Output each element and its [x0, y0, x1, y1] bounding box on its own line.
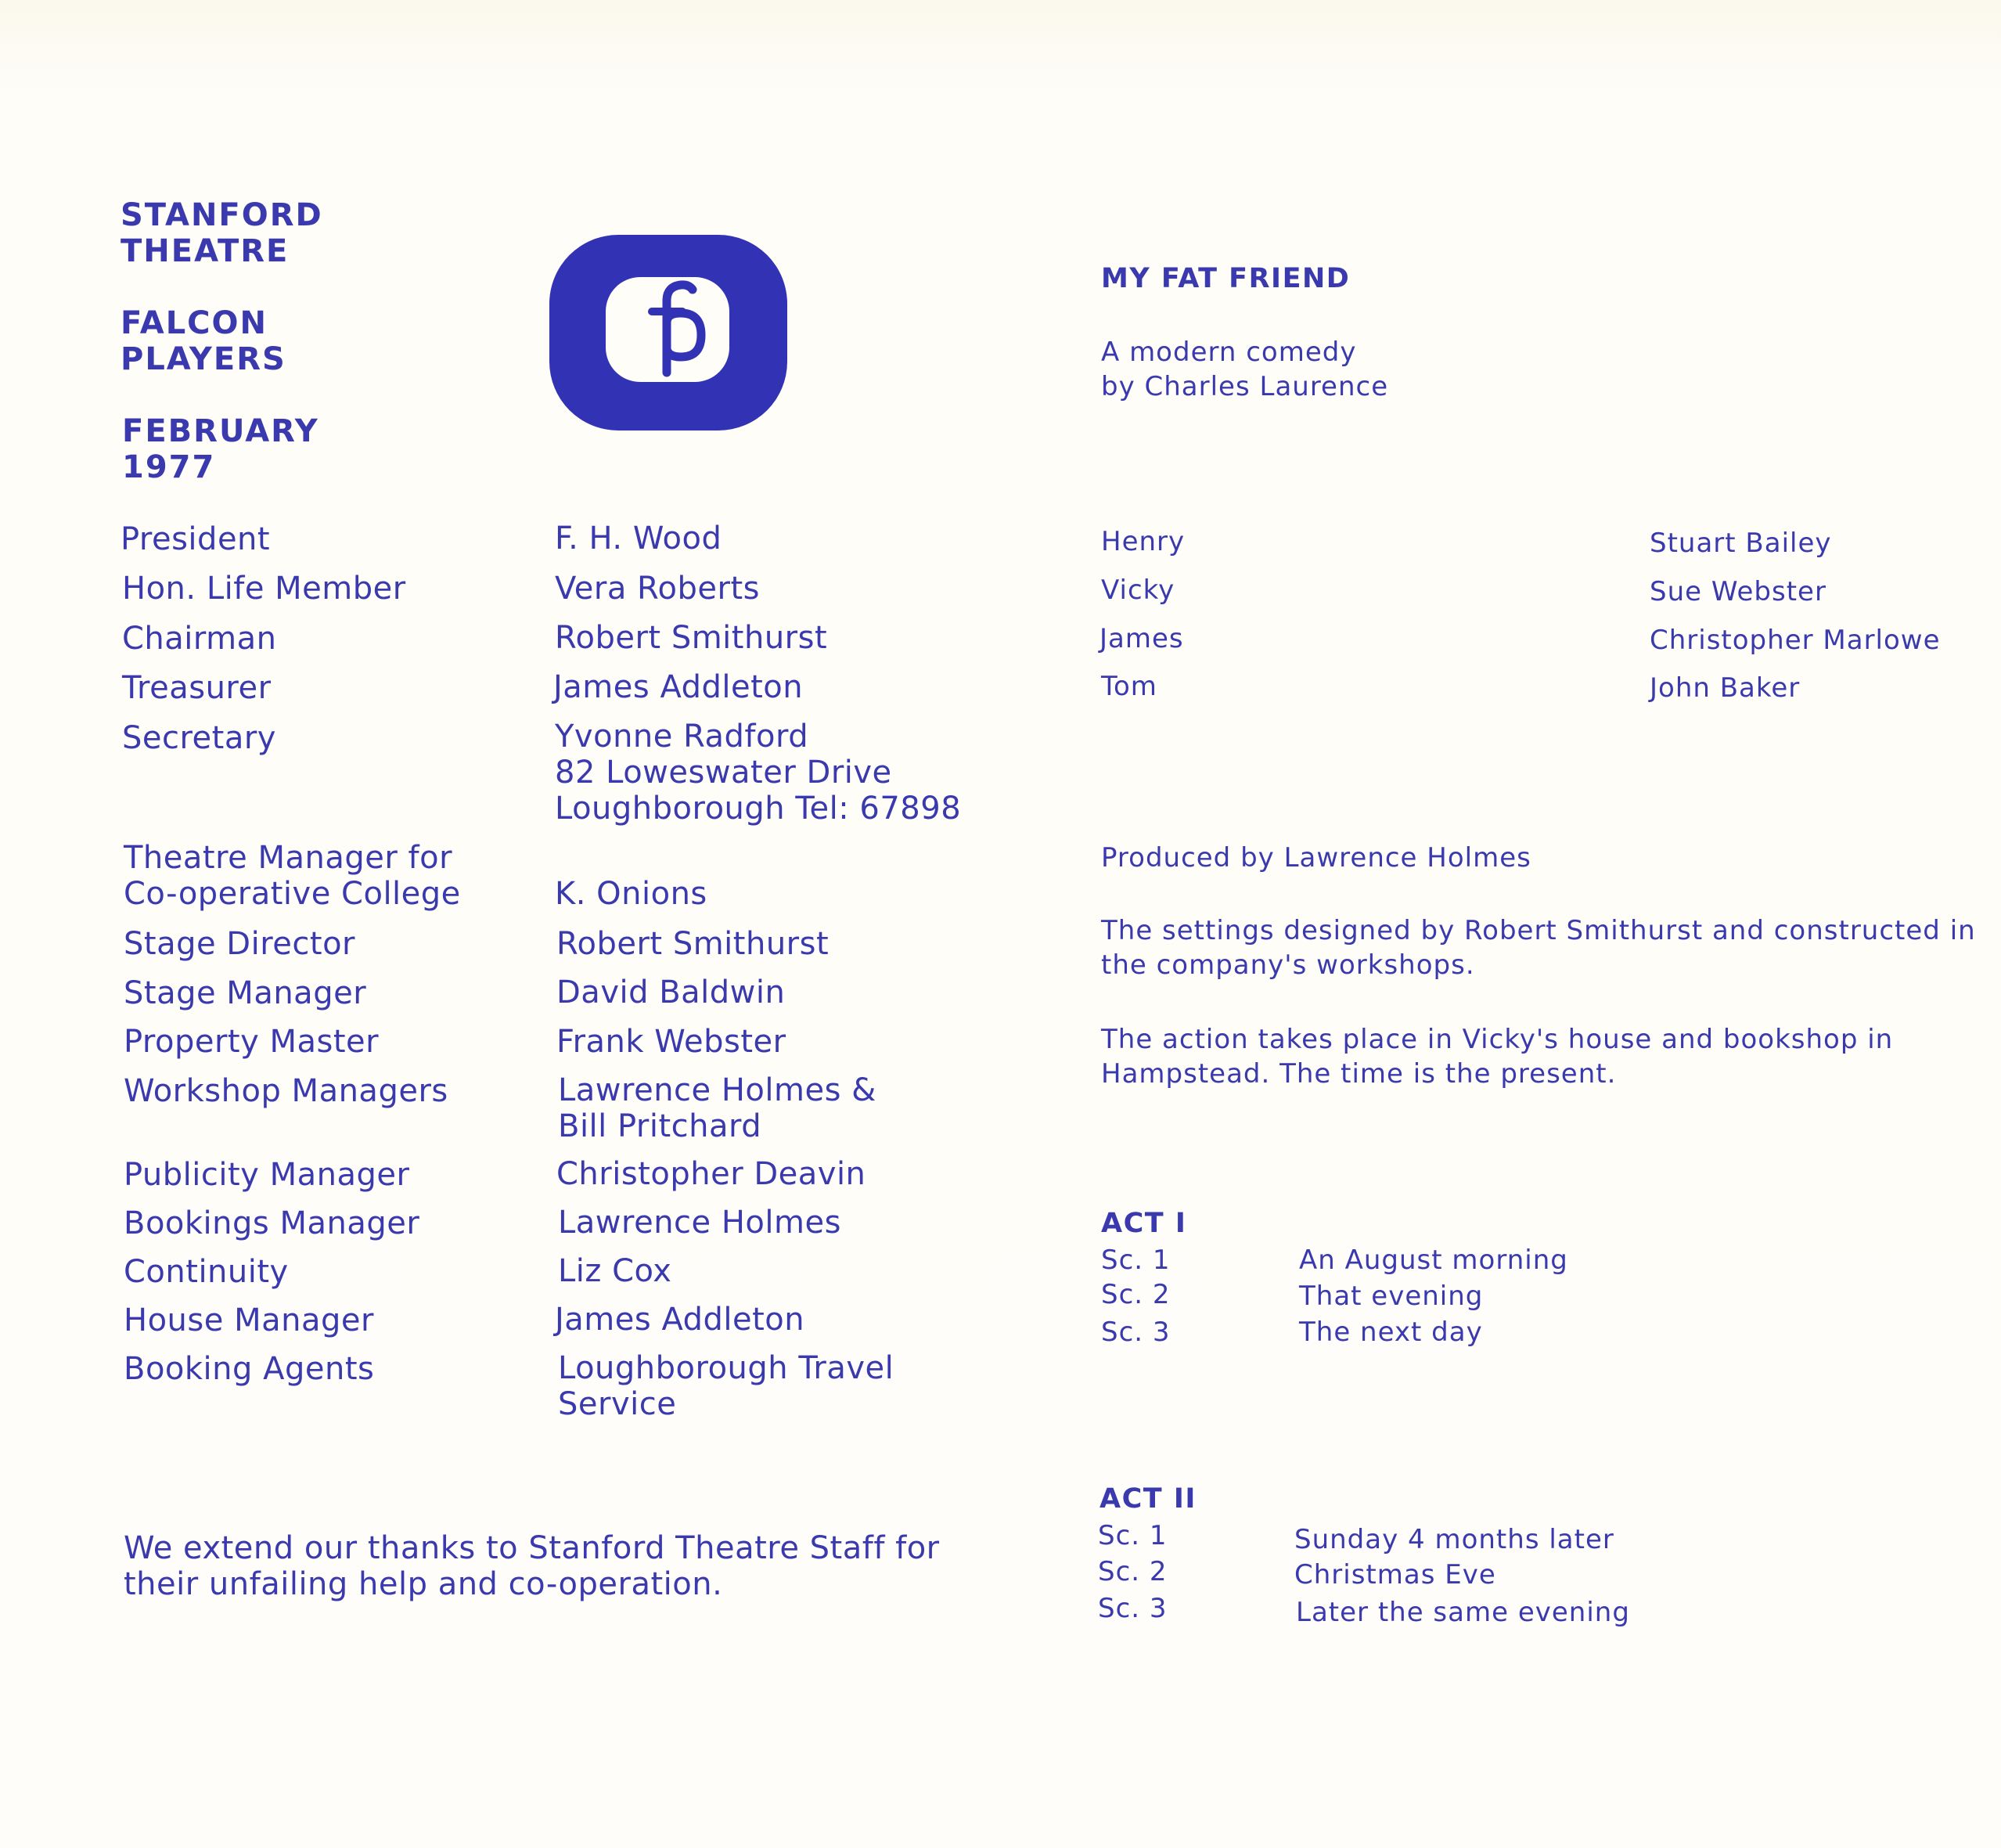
team-role: Workshop Managers [124, 1073, 448, 1109]
cast-actor: John Baker [1650, 672, 1801, 704]
action-note [1101, 1022, 1893, 1091]
act-title: ACT I [1101, 1208, 1187, 1239]
scene-number: Sc. 2 [1098, 1556, 1168, 1587]
falcon-players-logo [549, 235, 787, 430]
team-name-line: Service [558, 1386, 677, 1422]
team-role-line: Theatre Manager for [124, 840, 453, 876]
scene-description: The next day [1299, 1317, 1483, 1348]
thanks-line: their unfailing help and co-operation. [124, 1566, 723, 1602]
scene-number: Sc. 2 [1101, 1279, 1171, 1310]
officer-name: Robert Smithurst [555, 620, 828, 656]
scene-number: Sc. 3 [1098, 1593, 1168, 1624]
team-name-line: Bill Pritchard [558, 1108, 762, 1144]
team-name: David Baldwin [556, 974, 786, 1010]
play-title: MY FAT FRIEND [1101, 263, 1351, 294]
action-line: Hampstead. The time is the present. [1101, 1058, 1617, 1090]
team-role: Bookings Manager [124, 1205, 420, 1241]
team-role: House Manager [124, 1302, 374, 1338]
team-role: Continuity [124, 1254, 289, 1290]
company-line: PLAYERS [121, 341, 286, 377]
date-year: 1977 [122, 449, 216, 485]
settings-line: The settings designed by Robert Smithurst and constructed in [1101, 915, 1976, 946]
settings-line: the company's workshops. [1101, 949, 1475, 981]
scene-description: That evening [1299, 1281, 1484, 1312]
scene-number: Sc. 1 [1101, 1245, 1171, 1276]
team-name-line: Lawrence Holmes & [558, 1072, 876, 1108]
officer-name: Yvonne Radford [555, 719, 809, 755]
secretary-address: Loughborough Tel: 67898 [555, 791, 962, 827]
cast-actor: Christopher Marlowe [1650, 625, 1941, 656]
company-line: FALCON [121, 305, 268, 341]
venue-line: THEATRE [121, 233, 290, 269]
cast-character: James [1099, 623, 1184, 654]
team-name-line: Loughborough Travel [558, 1350, 894, 1386]
team-name: Frank Webster [556, 1024, 786, 1060]
team-role: Stage Director [124, 926, 355, 962]
secretary-details [555, 719, 961, 827]
cast-actor: Stuart Bailey [1650, 528, 1832, 559]
cast-character: Henry [1101, 526, 1186, 557]
team-name [558, 1072, 876, 1144]
officer-role: Secretary [122, 720, 276, 756]
team-name: K. Onions [555, 876, 707, 912]
cast-actor: Sue Webster [1650, 576, 1826, 607]
date-month: FEBRUARY [122, 413, 319, 449]
officer-name: James Addleton [553, 669, 804, 705]
play-subtitle-line: A modern comedy [1101, 337, 1357, 368]
cast-character: Tom [1101, 671, 1157, 702]
scene-description: An August morning [1299, 1245, 1568, 1276]
cast-character: Vicky [1101, 575, 1175, 606]
play-subtitle [1101, 335, 1388, 404]
officer-name: F. H. Wood [555, 521, 722, 557]
team-name: Liz Cox [558, 1253, 672, 1289]
scene-description: Christmas Eve [1294, 1559, 1496, 1590]
officer-role: President [121, 521, 271, 557]
team-role: Property Master [124, 1024, 380, 1060]
scene-description: Later the same evening [1296, 1597, 1630, 1628]
settings-credit [1101, 913, 1976, 982]
scene-number: Sc. 3 [1101, 1317, 1171, 1348]
team-name: Robert Smithurst [556, 926, 830, 962]
team-name [558, 1350, 894, 1422]
officer-role: Treasurer [122, 670, 272, 706]
team-name: Christopher Deavin [556, 1156, 866, 1192]
officer-name: Vera Roberts [555, 571, 760, 607]
officer-role: Chairman [122, 621, 277, 657]
play-subtitle-line: by Charles Laurence [1101, 371, 1389, 402]
team-role-line: Co-operative College [124, 876, 461, 912]
venue-heading [121, 197, 323, 269]
team-role: Booking Agents [124, 1351, 375, 1387]
company-heading [121, 305, 286, 377]
team-name: James Addleton [555, 1302, 805, 1338]
date-heading [122, 413, 319, 485]
act-title: ACT II [1099, 1483, 1197, 1515]
thanks-note [124, 1530, 940, 1602]
officer-role: Hon. Life Member [122, 571, 406, 607]
team-role [124, 840, 461, 912]
scene-number: Sc. 1 [1098, 1520, 1168, 1551]
venue-line: STANFORD [121, 197, 323, 233]
team-role: Publicity Manager [124, 1157, 410, 1193]
team-name: Lawrence Holmes [558, 1205, 841, 1241]
thanks-line: We extend our thanks to Stanford Theatre Staff for [124, 1530, 940, 1566]
action-line: The action takes place in Vicky's house and bookshop in [1101, 1024, 1894, 1055]
secretary-address: 82 Loweswater Drive [555, 755, 892, 791]
fp-monogram-icon [549, 235, 787, 430]
team-role: Stage Manager [124, 975, 367, 1011]
producer-credit: Produced by Lawrence Holmes [1101, 842, 1531, 874]
scene-description: Sunday 4 months later [1294, 1524, 1614, 1555]
